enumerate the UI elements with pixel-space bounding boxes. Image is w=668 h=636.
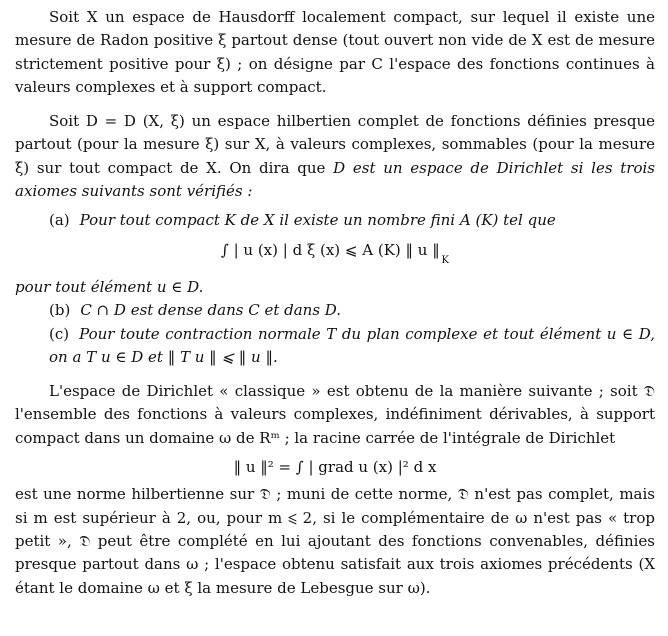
axiom-c [15, 323, 655, 370]
formula-b-body: ‖ u ‖² = ∫ | grad u (x) |² d x [233, 458, 437, 477]
axiom-b-label: (b) [49, 301, 71, 320]
formula-dirichlet-norm [15, 456, 655, 479]
axiom-b-text: C ∩ D est dense dans C et dans D. [80, 301, 342, 320]
axiom-c-text: Pour toute contraction normale T du plan complexe et tout élément u ∈ D, on a T u ∈ D et ‖ T u ‖ ⩽ ‖ u ‖. [49, 324, 655, 366]
axiom-a [15, 209, 655, 232]
axiom-a-label: (a) [49, 211, 70, 230]
paragraph-dirichlet-definition [15, 110, 655, 203]
document-page [15, 6, 655, 600]
paragraph-hilbert-norm: est une norme hilbertienne sur 𝔇 ; muni de cette norme, 𝔇 n'est pas complet, mais si m est supérieur à 2, ou, pour m ⩽ 2, si le complémentaire de ω n'est pas « trop petit », 𝔇 peut être complété en lui ajoutant des fonctions convenables, définies presque partout dans ω ; l'espace obtenu satisfait aux trois axiomes précédents (X étant le domaine ω et ξ la mesure de Lebesgue sur ω). [15, 485, 655, 597]
axiom-a-text: Pour tout compact K de X il existe un nombre fini A (K) tel que [79, 211, 556, 230]
formula-a-body: ∫ | u (x) | d ξ (x) ⩽ A (K) ‖ u ‖ [221, 240, 440, 259]
axiom-b [15, 299, 655, 322]
paragraph-after-formula-a: pour tout élément u ∈ D. [15, 277, 204, 296]
paragraph-hausdorff: Soit X un espace de Hausdorff localement compact, sur lequel il existe une mesure de Radon positive ξ partout dense (tout ouvert non vide de X est de mesure strictement positive pour ξ) ; on désigne par C l'espace des fonctions continues à valeurs complexes et à support compact. [15, 8, 655, 96]
definition-italic-text: D est un espace de Dirichlet si les trois axiomes suivants sont vérifiés : [15, 158, 655, 201]
paragraph-classical-dirichlet: L'espace de Dirichlet « classique » est obtenu de la manière suivante ; soit 𝔇 l'ensemble des fonctions à valeurs complexes, indéfiniment dérivables, à support compact dans un domaine ω de Rᵐ ; la racine carrée de l'intégrale de Dirichlet [15, 382, 655, 447]
formula-axiom-a [15, 239, 655, 272]
axiom-c-label: (c) [49, 324, 70, 343]
formula-a-subscript: K [441, 254, 449, 266]
definition-text: Soit D = D (X, ξ) un espace hilbertien complet de fonctions définies presque partout (pour la mesure ξ) sur X, à valeurs complexes, sommables (pour la mesure ξ) sur tout compact de X. On dira que [15, 112, 655, 177]
